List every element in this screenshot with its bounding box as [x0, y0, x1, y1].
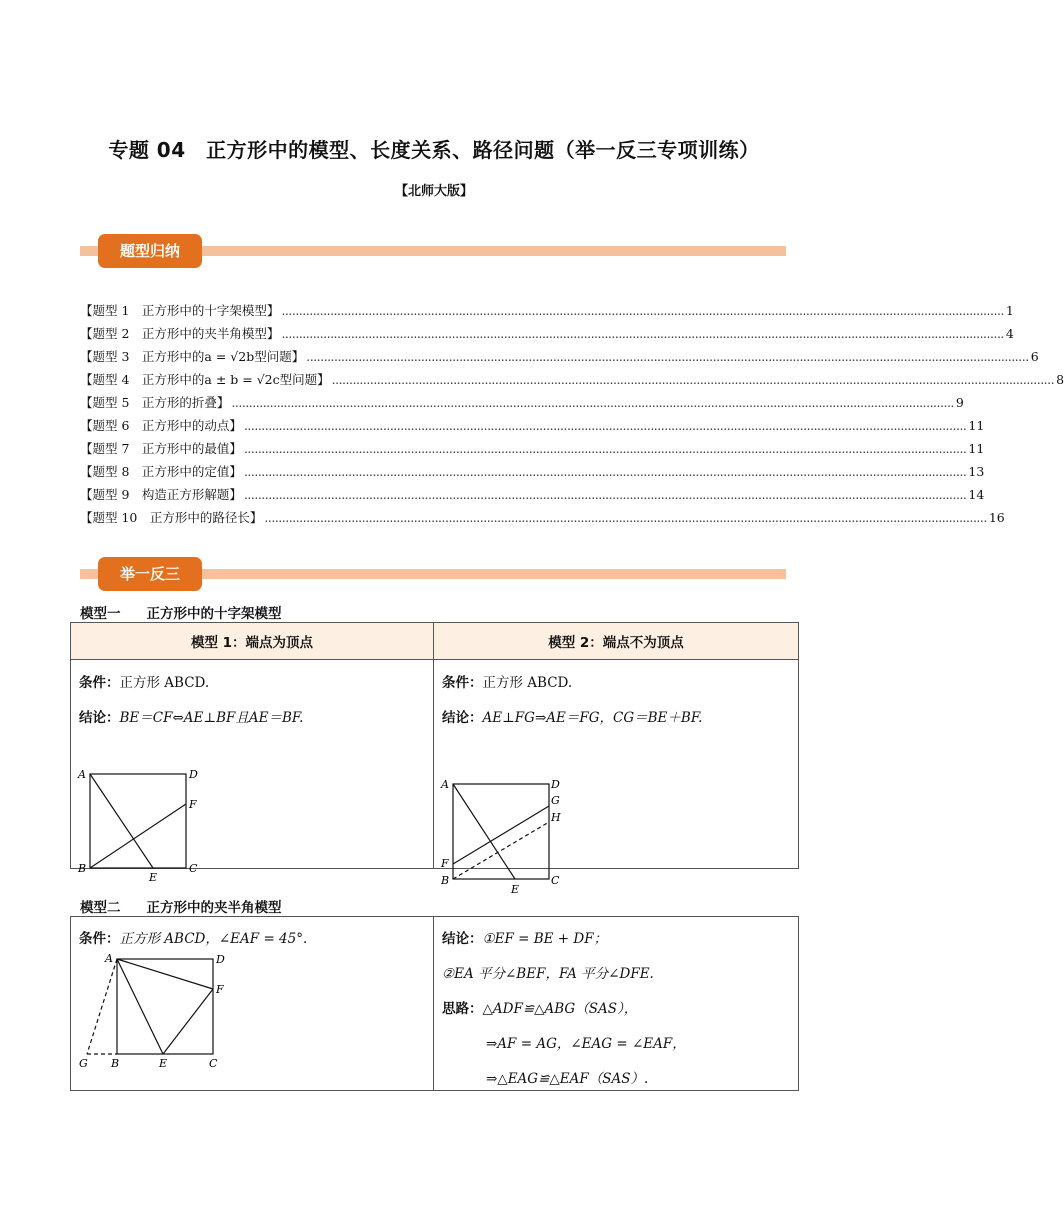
toc-label: 【题型 6 正方形中的动点】 — [80, 418, 242, 433]
conclusion-text: AE⊥FG⇒AE＝FG，CG＝BE＋BF. — [482, 710, 703, 726]
conclusion-label: 结论： — [442, 710, 483, 726]
toc-entry[interactable] — [80, 460, 985, 483]
toc-entry[interactable] — [80, 437, 985, 460]
segment-ag-dashed — [87, 959, 117, 1054]
table-of-contents — [80, 299, 1064, 529]
toc-leader: ................................................................................................................................................................................................................ — [264, 510, 987, 525]
segment-af — [117, 959, 213, 989]
toc-entry[interactable] — [80, 391, 964, 414]
point-label: B — [78, 862, 87, 875]
crossbar-figure-2 — [440, 774, 580, 894]
conclusion-text: ①EF = BE + DF； — [482, 931, 608, 947]
model1-left-cell — [71, 660, 433, 884]
model2-left-cell — [71, 917, 433, 1090]
idea-label: 思路： — [442, 1001, 483, 1017]
point-label: B — [441, 874, 450, 887]
point-label: B — [111, 1057, 120, 1070]
point-label: E — [149, 871, 158, 884]
idea-line-5: ⇒△EAG≌△EAF（SAS）. — [486, 1071, 649, 1087]
model2-title: 正方形中的夹半角模型 — [146, 900, 282, 916]
point-label: C — [551, 874, 560, 887]
toc-leader: ................................................................................................................................................................................................................ — [331, 372, 1055, 387]
model1-label: 模型一 — [80, 606, 121, 622]
model2-table — [70, 916, 799, 1091]
toc-label: 【题型 2 正方形中的夹半角模型】 — [80, 326, 280, 341]
condition-text: 正方形 ABCD，∠EAF = 45°. — [119, 931, 308, 947]
toc-page: 13 — [968, 464, 985, 479]
segment-fg — [453, 806, 549, 864]
model2-heading — [80, 896, 282, 916]
toc-entry[interactable] — [80, 506, 1005, 529]
point-label: D — [216, 953, 225, 966]
model1-title: 正方形中的十字架模型 — [146, 606, 282, 622]
condition-label: 条件： — [442, 675, 483, 691]
toc-leader: ................................................................................................................................................................................................................ — [243, 487, 967, 502]
toc-leader: ................................................................................................................................................................................................................ — [281, 326, 1004, 341]
condition-text: 正方形 ABCD. — [482, 675, 573, 691]
half-angle-figure — [75, 949, 235, 1071]
toc-label: 【题型 1 正方形中的十字架模型】 — [80, 303, 280, 318]
point-label: E — [511, 883, 520, 896]
toc-page: 1 — [1005, 303, 1014, 318]
point-label: D — [189, 768, 198, 781]
toc-page: 11 — [968, 418, 985, 433]
point-label: A — [105, 952, 113, 965]
model1-left-header: 模型 1：端点为顶点 — [71, 623, 434, 660]
conclusion-label: 结论： — [79, 710, 120, 726]
edition-label: 【北师大版】 — [394, 184, 473, 199]
point-label: C — [209, 1057, 218, 1070]
toc-leader: ................................................................................................................................................................................................................ — [243, 464, 967, 479]
toc-page: 14 — [968, 487, 985, 502]
toc-entry[interactable] — [80, 299, 1014, 322]
toc-entry[interactable] — [80, 345, 1039, 368]
toc-leader: ................................................................................................................................................................................................................ — [306, 349, 1029, 364]
point-label: A — [441, 778, 449, 791]
segment-ae — [90, 774, 153, 868]
toc-page: 16 — [988, 510, 1005, 525]
model1-heading — [80, 602, 282, 622]
practice-banner — [80, 557, 786, 591]
point-label: G — [79, 1057, 88, 1070]
conclusion-label: 结论： — [442, 931, 483, 947]
segment-ae — [117, 959, 163, 1054]
toc-label: 【题型 5 正方形的折叠】 — [80, 395, 230, 410]
toc-leader: ................................................................................................................................................................................................................ — [243, 418, 967, 433]
page-title: 专题 04 正方形中的模型、长度关系、路径问题（举一反三专项训练） — [108, 138, 760, 162]
idea-line-4: ⇒AF = AG，∠EAG = ∠EAF， — [486, 1036, 686, 1052]
model1-right-header: 模型 2：端点不为顶点 — [434, 623, 799, 660]
model1-right-cell — [434, 660, 798, 896]
toc-page: 8 — [1056, 372, 1064, 387]
point-label: G — [551, 794, 560, 807]
square-outline — [453, 784, 549, 879]
model2-right-cell — [434, 917, 798, 1090]
toc-leader: ................................................................................................................................................................................................................ — [243, 441, 967, 456]
toc-entry[interactable] — [80, 483, 985, 506]
segment-bf — [90, 804, 186, 868]
square-outline — [117, 959, 213, 1054]
point-label: E — [159, 1057, 168, 1070]
toc-page: 4 — [1005, 326, 1014, 341]
summary-banner-tag: 题型归纳 — [98, 234, 202, 268]
point-label: F — [189, 798, 197, 811]
conclusion-text: BE＝CF⇔AE⊥BF且AE＝BF. — [119, 710, 304, 726]
toc-entry[interactable] — [80, 368, 1064, 391]
summary-banner — [80, 234, 786, 268]
toc-entry[interactable] — [80, 322, 1014, 345]
condition-label: 条件： — [79, 675, 120, 691]
toc-label: 【题型 8 正方形中的定值】 — [80, 464, 242, 479]
point-label: F — [441, 857, 449, 870]
toc-label: 【题型 9 构造正方形解题】 — [80, 487, 242, 502]
point-label: H — [551, 811, 561, 824]
toc-page: 6 — [1030, 349, 1039, 364]
practice-banner-tag: 举一反三 — [98, 557, 202, 591]
point-label: D — [551, 778, 560, 791]
toc-page: 9 — [955, 395, 964, 410]
segment-ef — [163, 989, 213, 1054]
toc-label: 【题型 7 正方形中的最值】 — [80, 441, 242, 456]
toc-leader: ................................................................................................................................................................................................................ — [231, 395, 954, 410]
idea-text: △ADF≌△ABG（SAS）， — [482, 1001, 638, 1017]
toc-label: 【题型 4 正方形中的a ± b = √2c型问题】 — [80, 372, 330, 387]
model1-table — [70, 622, 799, 896]
toc-label: 【题型 3 正方形中的a = √2b型问题】 — [80, 349, 305, 364]
conclusion-line-2: ②EA 平分∠BEF，FA 平分∠DFE. — [442, 966, 654, 982]
crossbar-figure-1 — [77, 764, 217, 884]
model2-label: 模型二 — [80, 900, 121, 916]
point-label: A — [78, 768, 86, 781]
condition-text: 正方形 ABCD. — [119, 675, 210, 691]
square-outline — [90, 774, 186, 868]
toc-page: 11 — [968, 441, 985, 456]
toc-leader: ................................................................................................................................................................................................................ — [281, 303, 1004, 318]
point-label: C — [189, 862, 198, 875]
toc-entry[interactable] — [80, 414, 985, 437]
condition-label: 条件： — [79, 931, 120, 947]
segment-bh-dashed — [453, 822, 549, 879]
toc-label: 【题型 10 正方形中的路径长】 — [80, 510, 263, 525]
point-label: F — [216, 983, 224, 996]
